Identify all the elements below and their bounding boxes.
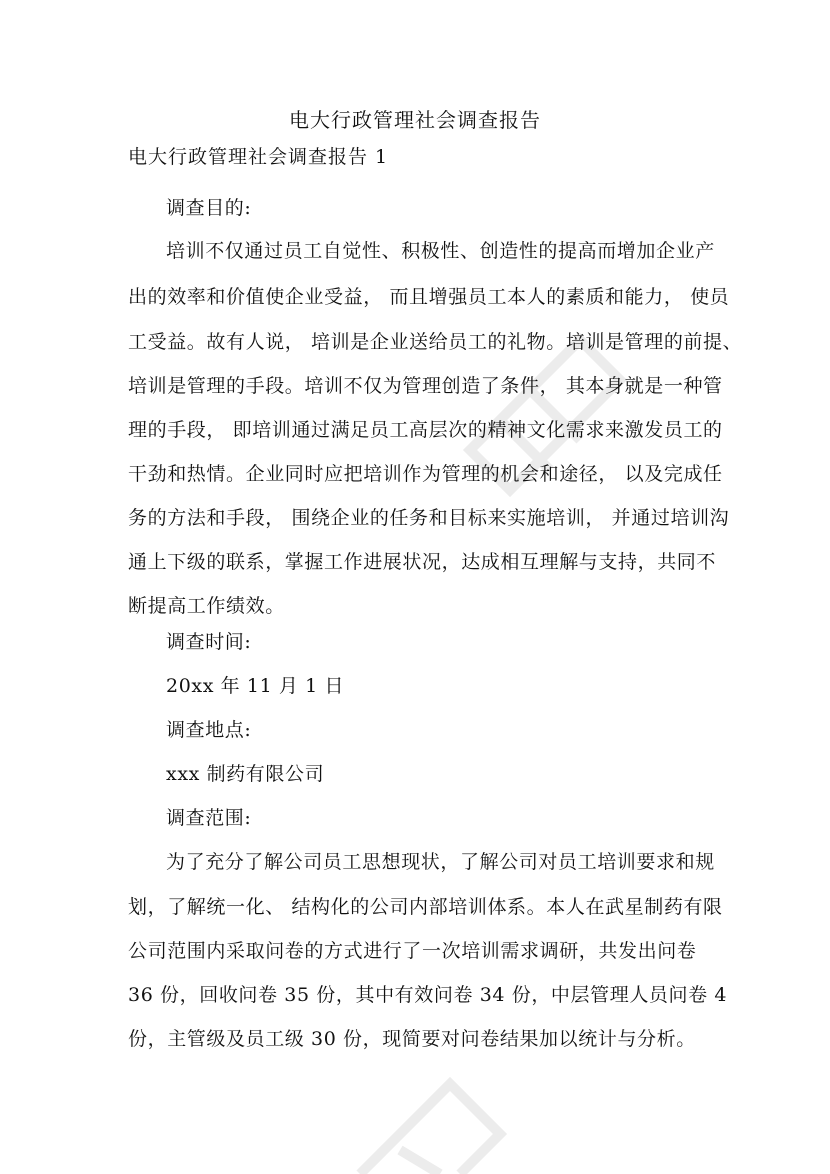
document-title: 电大行政管理社会调查报告 [289,108,541,132]
document-subtitle: 电大行政管理社会调查报告 1 [128,146,389,168]
paragraph-line: 36 份，回收问卷 35 份，其中有效问卷 34 份，中层管理人员问卷 4 [128,984,728,1006]
section-heading-purpose: 调查目的: [166,197,252,219]
paragraph-line: 断提高工作绩效。 [128,595,285,617]
survey-location: xxx 制药有限公司 [166,763,325,785]
section-heading-scope: 调查范围: [166,807,252,829]
paragraph-line: 培训是管理的手段。培训不仅为管理创造了条件， 其本身就是一种管 [128,375,723,397]
section-heading-time: 调查时间: [166,631,252,653]
paragraph-line: 理的手段， 即培训通过满足员工高层次的精神文化需求来激发员工的 [128,419,723,441]
section-heading-location: 调查地点: [166,719,252,741]
paragraph-line: 出的效率和价值使企业受益， 而且增强员工本人的素质和能力， 使员 [128,286,730,308]
paragraph-line: 务的方法和手段， 围绕企业的任务和目标来实施培训， 并通过培训沟 [128,507,730,529]
paragraph-line: 干劲和热情。企业同时应把培训作为管理的机会和途径， 以及完成任 [128,463,723,485]
paragraph-line: 工受益。故有人说， 培训是企业送给员工的礼物。培训是管理的前提、 [128,331,743,353]
paragraph-line: 划，了解统一化、 结构化的公司内部培训体系。本人在武星制药有限 [128,896,723,918]
paragraph-line: 通上下级的联系，掌握工作进展状况，达成相互理解与支持，共同不 [128,551,717,573]
paragraph-line: 公司范围内采取问卷的方式进行了一次培训需求调研，共发出问卷 [128,940,697,962]
watermark-logo-bottom [340,1040,540,1174]
survey-date: 20xx 年 11 月 1 日 [166,675,345,697]
paragraph-line: 培训不仅通过员工自觉性、积极性、创造性的提高而增加企业产 [166,240,715,262]
paragraph-line: 份，主管级及员工级 30 份，现简要对问卷结果加以统计与分析。 [128,1028,696,1050]
paragraph-line: 为了充分了解公司员工思想现状，了解公司对员工培训要求和规 [166,851,715,873]
